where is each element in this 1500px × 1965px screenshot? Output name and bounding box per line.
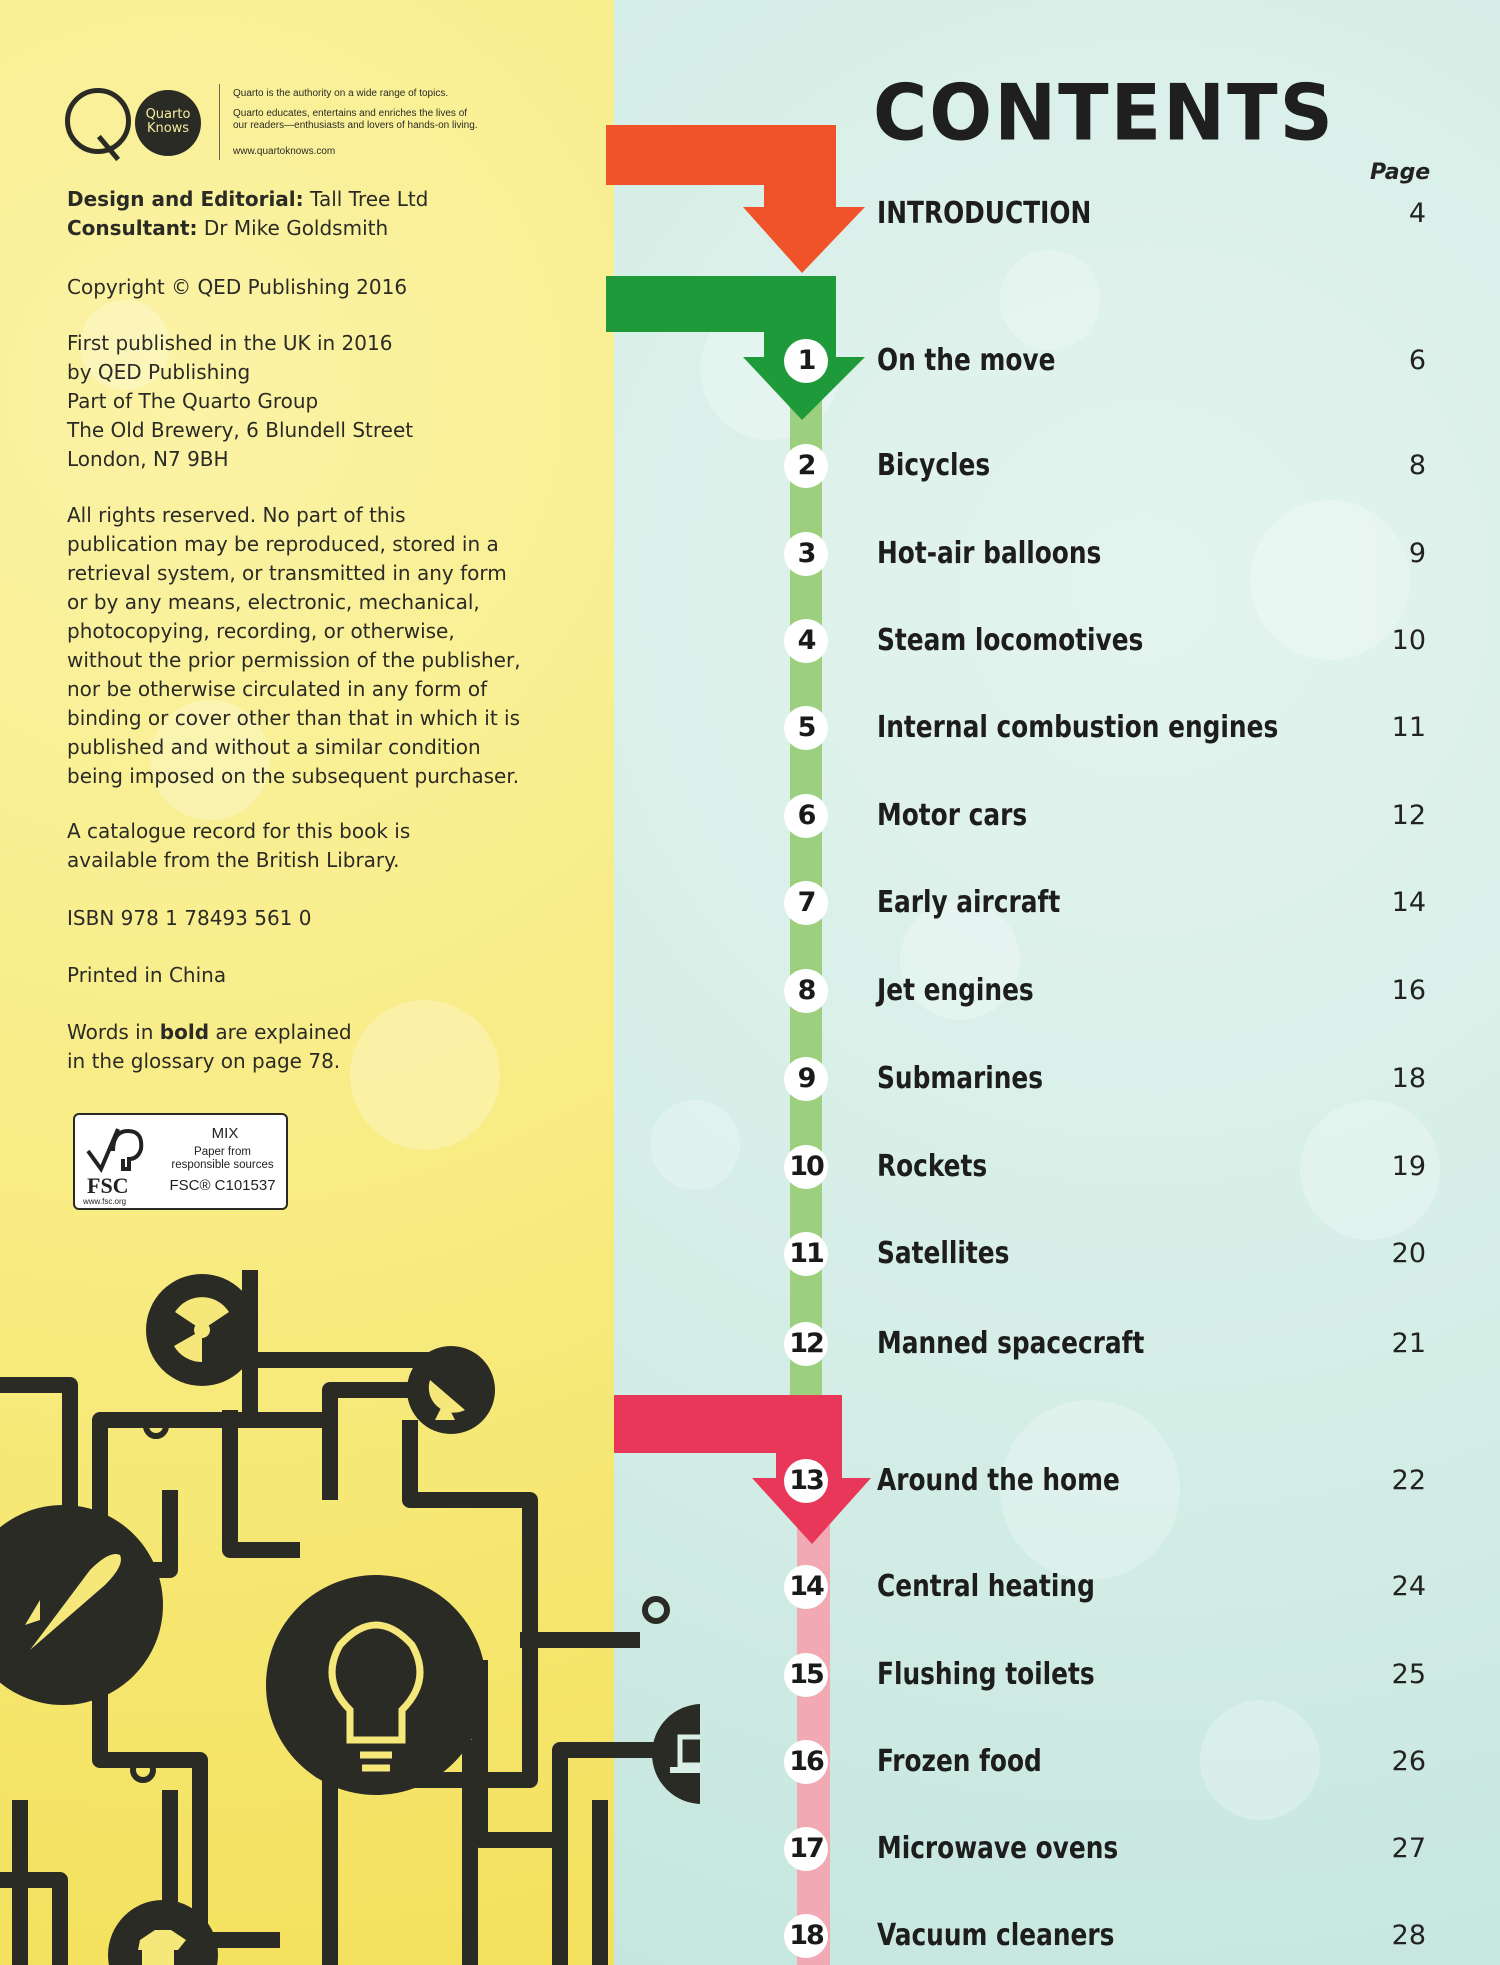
tagline-2: Quarto educates, entertains and enriches the lives of	[233, 108, 468, 119]
copyright: Copyright © QED Publishing 2016	[67, 275, 408, 299]
toc-entry-title: Bicycles	[877, 448, 991, 483]
toc-entry-title: Submarines	[877, 1061, 1044, 1096]
page-title: CONTENTS	[873, 67, 1335, 159]
chapter-number: 13	[784, 1459, 828, 1503]
publisher-info: First published in the UK in 2016 by QED Publishing Part of The Quarto Group The Old Brewery, 6 Blundell Street London, N7 9BH	[67, 331, 414, 471]
toc-entry-page: 11	[1391, 712, 1426, 743]
toc-entry[interactable]	[0, 969, 1500, 1009]
chapter-number: 7	[784, 881, 828, 925]
toc-entry-title: Around the home	[877, 1463, 1120, 1498]
chapter-number: 2	[784, 444, 828, 488]
tagline-3: our readers—enthusiasts and lovers of hands-on living.	[233, 120, 478, 131]
isbn: ISBN 978 1 78493 561 0	[67, 906, 312, 930]
toc-entry-page: 20	[1391, 1238, 1426, 1269]
toc-entry-page: 19	[1391, 1151, 1426, 1182]
page-column-label: Page	[1370, 160, 1431, 185]
toc-entry-page: 28	[1391, 1920, 1426, 1951]
chapter-number: 8	[784, 969, 828, 1013]
toc-entry-page: 21	[1391, 1328, 1426, 1359]
toc-entry-page: 25	[1391, 1659, 1426, 1690]
toc-entry-title: Frozen food	[877, 1744, 1042, 1779]
toc-entry[interactable]	[0, 881, 1500, 921]
toc-entry-page: 24	[1391, 1571, 1426, 1602]
fsc-label: FSC www.fsc.org MIX Paper from responsible sources FSC® C101537	[73, 1113, 288, 1210]
toc-entry-page: 12	[1391, 800, 1426, 831]
chapter-number: 17	[784, 1827, 828, 1871]
toc-entry-title: INTRODUCTION	[877, 196, 1092, 231]
toc-entry-title: Central heating	[877, 1569, 1095, 1604]
toc-entry[interactable]	[0, 1459, 1500, 1499]
toc-entry-page: 4	[1408, 198, 1426, 229]
chapter-number: 18	[784, 1914, 828, 1958]
chapter-number: 5	[784, 706, 828, 750]
toc-entry-title: Satellites	[877, 1236, 1010, 1271]
chapter-number: 9	[784, 1057, 828, 1101]
toc-entry-title: Steam locomotives	[877, 623, 1144, 658]
toc-entry[interactable]	[0, 619, 1500, 659]
toc-entry[interactable]	[0, 706, 1500, 746]
toc-entry[interactable]	[0, 1232, 1500, 1272]
toc-entry[interactable]	[0, 1145, 1500, 1185]
quarto-knows-logo: Quarto Knows	[135, 90, 201, 156]
toc-entry[interactable]	[0, 1740, 1500, 1780]
toc-entry-introduction[interactable]	[0, 192, 1500, 232]
rights-notice: All rights reserved. No part of this publication may be reproduced, stored in a retrieval system, or transmitted in any form or by any means, electronic, mechanical, photocopying, recording, or otherwise, without the prior permission of the publisher, nor be otherwise circulated in any form of binding or cover other than that in which it is published and without a similar condition being imposed on the subsequent purchaser.	[67, 503, 521, 788]
toc-entry-title: Flushing toilets	[877, 1657, 1095, 1692]
toc-entry-title: Manned spacecraft	[877, 1326, 1145, 1361]
chapter-number: 3	[784, 532, 828, 576]
toc-entry[interactable]	[0, 1914, 1500, 1954]
printed-in: Printed in China	[67, 963, 227, 987]
catalogue-note: A catalogue record for this book is available from the British Library.	[67, 819, 411, 872]
toc-entry-title: Jet engines	[877, 973, 1034, 1008]
toc-entry[interactable]	[0, 1653, 1500, 1693]
chapter-number: 14	[784, 1565, 828, 1609]
toc-entry-title: Internal combustion engines	[877, 710, 1279, 745]
toc-entry-page: 10	[1391, 625, 1426, 656]
toc-entry-page: 27	[1391, 1833, 1426, 1864]
toc-entry[interactable]	[0, 444, 1500, 484]
chapter-number: 6	[784, 794, 828, 838]
toc-entry-page: 9	[1408, 538, 1426, 569]
toc-entry-title: Hot-air balloons	[877, 536, 1102, 571]
toc-entry[interactable]	[0, 339, 1500, 379]
toc-entry-title: Motor cars	[877, 798, 1028, 833]
chapter-number: 1	[784, 339, 828, 383]
chapter-number: 15	[784, 1653, 828, 1697]
chapter-number: 12	[784, 1322, 828, 1366]
toc-entry-title: Early aircraft	[877, 885, 1061, 920]
toc-entry[interactable]	[0, 532, 1500, 572]
toc-entry[interactable]	[0, 1565, 1500, 1605]
toc-entry-title: On the move	[877, 343, 1056, 378]
glossary-note: Words in bold are explained in the glossary on page 78.	[67, 1020, 352, 1073]
toc-entry[interactable]	[0, 1057, 1500, 1097]
chapter-number: 4	[784, 619, 828, 663]
toc-entry-page: 22	[1391, 1465, 1426, 1496]
chapter-number: 11	[784, 1232, 828, 1276]
chapter-number: 10	[784, 1145, 828, 1189]
toc-entry-page: 16	[1391, 975, 1426, 1006]
toc-entry-page: 14	[1391, 887, 1426, 918]
toc-entry-page: 18	[1391, 1063, 1426, 1094]
toc-entry-page: 8	[1408, 450, 1426, 481]
toc-entry-page: 26	[1391, 1746, 1426, 1777]
website-link: www.quartoknows.com	[233, 146, 336, 157]
toc-entry[interactable]	[0, 1827, 1500, 1867]
toc-entry-title: Microwave ovens	[877, 1831, 1119, 1866]
toc-entry-page: 6	[1408, 345, 1426, 376]
tagline-1: Quarto is the authority on a wide range of topics.	[233, 88, 449, 99]
toc-entry-title: Rockets	[877, 1149, 988, 1184]
toc-entry[interactable]	[0, 1322, 1500, 1362]
chapter-number: 16	[784, 1740, 828, 1784]
toc-entry-title: Vacuum cleaners	[877, 1918, 1115, 1953]
toc-entry[interactable]	[0, 794, 1500, 834]
credits: Design and Editorial: Tall Tree Ltd Consultant: Dr Mike Goldsmith	[67, 187, 429, 240]
